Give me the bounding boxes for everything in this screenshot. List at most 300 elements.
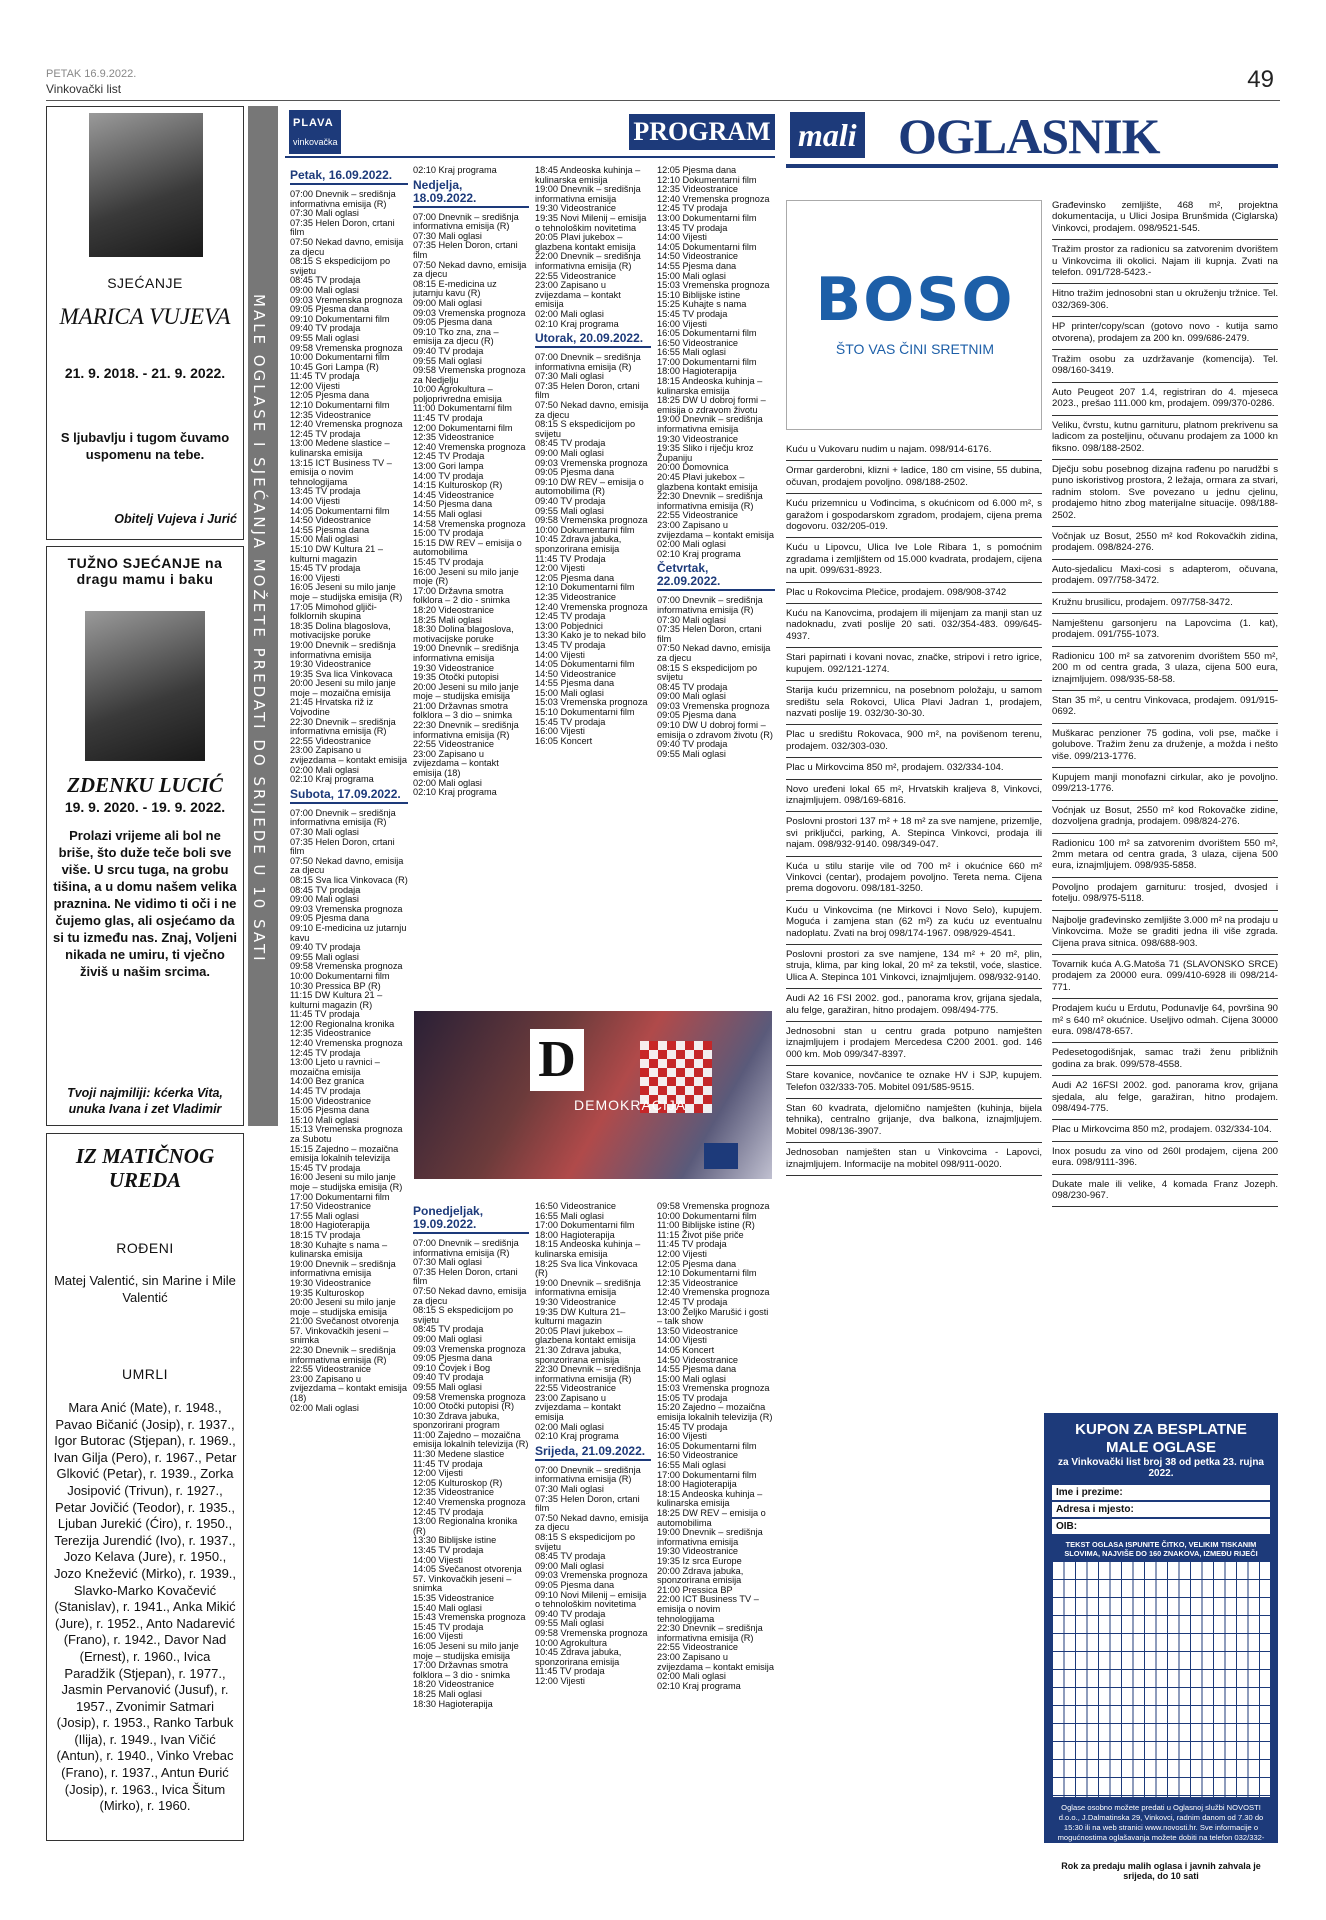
tv-program-item: 20:05 Plavi jukebox – glazbena kontakt emisija [535, 1325, 636, 1346]
classified-ad: Stare kovanice, novčanice te oznake HV i SJP, kupujem. Telefon 032/333-705. Mobitel 091/585-9515. [786, 1066, 1042, 1099]
tv-program-item: 13:00 Pobjednici [535, 620, 603, 631]
tv-program-item: 16:50 Videostranice [657, 337, 739, 348]
tv-program-item: 09:05 Pjesma dana [290, 913, 370, 924]
tv-program-item: 12:40 Vremenska prognoza [290, 419, 403, 430]
tv-program-item: 09:10 DW REV – emisija o automobilima (R) [535, 476, 644, 497]
classified-ad: Stan 60 kvadrata, djelomično namješten (kuhinja, bijela tehnika), centralno grijanje, dva balkona, iznajmljujem. Mobitel 098/136-3907. [786, 1099, 1042, 1143]
tv-program-item: 12:00 Vijesti [657, 1248, 707, 1259]
classified-ad: Novo uređeni lokal 65 m², Hrvatskih kraljeva 8, Vinkovci, iznajmljujem. 098/169-6816. [786, 780, 1042, 813]
tv-program-item: 17:00 Državna smotra folklora – 2 dio - snimka [413, 585, 511, 606]
tv-program-item: 14:55 Pjesma dana [290, 524, 370, 535]
classifieds-right-column [1052, 196, 1278, 1207]
classified-ad: HP printer/copy/scan (gotovo novo - kutija samo otvorena), prodajem za 200 kn. 099/686-2479. [1052, 317, 1278, 350]
obituary-name: MARICA VUJEVA [59, 304, 231, 329]
tv-program-item: 07:35 Helen Doron, crtani film [413, 240, 518, 260]
tv-program-item: 18:30 Dolina blagoslova, motivacijske poruke [413, 624, 514, 644]
coupon-address-field[interactable]: Adresa i mjesto: [1052, 1502, 1270, 1517]
tv-program-item: 08:45 TV prodaja [535, 438, 606, 449]
tv-program-item: 11:30 Medene slastice [413, 1449, 505, 1460]
tv-program-item: 12:05 Pjesma dana [290, 390, 370, 401]
classified-ad: Jednosobni stan u centru grada potpuno namješten iznajmljujem i prodajem Mercedesa C200 2001. god. 146 000 km. Mob 099/347-8397. [786, 1022, 1042, 1066]
tv-program-item: 10:45 Zdrava jabuka, sponzorirana emisija [535, 1647, 622, 1667]
tv-program-item: 12:10 Dokumentarni film [290, 400, 390, 411]
tv-program-item: 10:00 Dokumentarni film [535, 524, 635, 535]
tv-program-item: 15:45 TV prodaja [535, 716, 606, 727]
tv-program-item: 14:55 Pjesma dana [535, 678, 615, 689]
classified-ad: Voćnjak uz Bosut, 2550 m² kod Rokovačke zidine, dozvoljena gradnja, prodajem. 098/824-276. [1052, 801, 1278, 834]
tv-program-item: 07:30 Mali oglasi [413, 1257, 482, 1268]
tv-program-item: 18:30 Kuhajte s nama – kulinarska emisija [290, 1239, 388, 1260]
tv-program-item: 07:00 Dnevnik – središnja informativna emisija (R) [535, 1464, 641, 1485]
tv-program-item: 14:55 Mali oglasi [413, 509, 482, 519]
tv-program-item: 21:00 Državnas smotra folklora – 3 dio – snimka [413, 700, 513, 721]
classifieds-title-big: OGLASNIK [898, 108, 1160, 164]
tv-program-item: 13:30 Kako je to nekad bilo [535, 630, 646, 641]
tv-program-item: 11:45 TV prodaja [413, 1458, 483, 1469]
tv-program-item: 09:00 Mali oglasi [535, 1560, 604, 1571]
tv-program-item: 07:35 Helen Doron, crtani film [413, 1266, 518, 1287]
tv-program-item: 22:55 Videostranice [535, 270, 617, 281]
tv-show-image [414, 1011, 772, 1179]
tv-program-item: 15:45 TV prodaja [657, 308, 728, 319]
tv-program-item: 19:00 Dnevnik – središnja informativna emisija [290, 1258, 396, 1279]
plava-logo [289, 110, 341, 154]
tv-program-item: 10:45 Gori Lampa (R) [290, 361, 379, 372]
tv-program-item: 09:10 Novi Milenij – emisija o tehnološkim novitetima [535, 1589, 647, 1610]
tv-program-item: 09:05 Pjesma dana [413, 317, 493, 328]
classified-ad: Auto Peugeot 207 1.4, registriran do 4. mjeseca 2023., prešao 111.000 km, prodajem. 099/370-0286. [1052, 383, 1278, 416]
tv-program-item: 02:10 Kraj programa [535, 318, 619, 329]
tv-program-item: 15:03 Vremenska prognoza [657, 280, 770, 291]
classified-ad: Građevinsko zemljište, 468 m², projektna dokumentacija, u Ulici Josipa Brunšmida (Ciglarska) Vinkovci, prodajem. 098/9521-545. [1052, 196, 1278, 240]
tv-program-item: 12:45 TV prodaja [290, 428, 361, 439]
tv-day-heading: Ponedjeljak, 19.09.2022. [413, 1205, 529, 1234]
tv-program-item: 02:10 Kraj programa [535, 1431, 619, 1442]
tv-program-item: 22:00 Dnevnik – središnja informativna emisija (R) [535, 251, 641, 271]
tv-program-item: 12:45 TV Prodaja [413, 451, 485, 462]
tv-program-item: 15:43 Vremenska prognoza [413, 1612, 526, 1623]
tv-program-item: 14:05 Dokumentarni film [657, 241, 757, 252]
tv-program-item: 13:00 Željko Marušić i gosti – talk show [657, 1306, 769, 1327]
tv-program-item: 15:00 Mali oglasi [657, 270, 726, 281]
tv-program-item: 13:15 ICT Business TV – emisija o novim tehnologijama [290, 457, 392, 487]
tv-program-item: 15:15 DW REV – emisija o automobilima [413, 537, 522, 558]
tv-program-item: 09:00 Mali oglasi [657, 691, 726, 702]
tv-program-item: 09:58 Vremenska prognoza za Nedjelju [413, 365, 526, 385]
tv-program-item: 13:00 Gori lampa [413, 461, 484, 472]
tv-program-item: 10:00 Dokumentarni film [290, 352, 390, 363]
tv-program-item: 09:10 Dokumentarni film [290, 313, 390, 324]
tv-program-item: 09:05 Pjesma dana [535, 1579, 615, 1590]
tv-program-item: 18:15 Andeoska kuhinja – kulinarska emisija [657, 1488, 763, 1509]
tv-program-item: 02:00 Mali oglasi [535, 1421, 604, 1432]
died-label: UMRLI [121, 1366, 169, 1382]
tv-program-item: 19:30 Videostranice [657, 1546, 739, 1557]
boso-slogan: ŠTO VAS ČINI SRETNIM [835, 341, 995, 357]
tv-program-item: 18:00 Hagioterapija [290, 1220, 370, 1231]
tv-program-item: 09:05 Pjesma dana [535, 467, 615, 478]
tv-program-item: 08:45 TV prodaja [290, 275, 361, 286]
tv-program-item: 17:50 Videostranice [290, 1201, 372, 1212]
tv-program-item: 18:15 TV prodaja [290, 1229, 361, 1240]
tv-program-item: 02:00 Mali oglasi [290, 764, 359, 775]
coupon-name-field[interactable]: Ime i prezime: [1052, 1485, 1270, 1500]
tv-program-item: 02:00 Mali oglasi [535, 308, 604, 319]
tv-program-item: 14:00 Vijesti [290, 496, 340, 506]
tv-program-item: 07:50 Nekad davno, emisija za djecu [413, 259, 527, 280]
tv-program-item: 02:10 Kraj programa [657, 548, 741, 559]
coupon-oib-field[interactable]: OIB: [1052, 1519, 1270, 1534]
tv-program-item: 09:03 Vremenska prognoza [413, 1343, 526, 1354]
tv-program-item: 17:00 Dokumentarni film [290, 1191, 390, 1202]
tv-program-item: 16:55 Mali oglasi [657, 1460, 726, 1471]
tv-program-item: 07:00 Dnevnik – središnja informativna emisija (R) [413, 1238, 519, 1258]
tv-program-item: 22:30 Dnevnik – središnja informativna emisija (R) [290, 716, 396, 737]
obituary-label: TUŽNO SJEĆANJE na dragu mamu i baku [67, 555, 223, 587]
tv-program-item: 12:10 Dokumentarni film [657, 1268, 757, 1279]
tv-program-item: 09:03 Vremenska prognoza [657, 700, 770, 711]
tv-program-item: 18:20 Videostranice [413, 604, 495, 615]
tv-program-item: 12:35 Videostranice [290, 1028, 372, 1039]
tv-program-item: 10:30 Zdrava jabuka, sponzorirani program [413, 1410, 500, 1431]
tv-program-item: 14:55 Pjesma dana [657, 260, 737, 271]
portrait-photo [89, 113, 203, 257]
tv-program-item: 15:45 TV prodaja [290, 1162, 361, 1173]
tv-program-item: 14:45 TV prodaja [290, 1086, 361, 1097]
tv-program-item: 15:45 TV prodaja [413, 1621, 484, 1632]
tv-program-item: 15:10 Biblijske istine [657, 289, 741, 300]
tv-program-item: 15:45 TV prodaja [290, 563, 361, 574]
tv-program-item: 17:05 Mimohod gljiči-folklornih skupina [290, 601, 377, 622]
tv-program-item: 18:00 Hagioterapija [535, 1229, 615, 1240]
deadline-banner-text: MALE OGLASE I SJEĆANJA MOŽETE PREDATI DO SRIJEDE U 10 SATI [250, 294, 268, 964]
tv-program-item: 09:00 Mali oglasi [413, 297, 482, 308]
died-list: Mara Anić (Mate), r. 1948., Pavao Bičanić (Josip), r. 1937., Igor Butorac (Stjepan), r. 1969., Ivan Gilja (Pero), r. 1967., Petar Glković (Petar), r. 1939., Zorka Josipović (Trivun), r. 1927., Petar Jovičić (Teodor), r. 1935., Ljuban Jurekić (Ćiro), r. 1950., Terezija Jurendić (Ivo), r. 1937., Jozo Kelava (Jure), r. 1950., Jozo Knežević (Mirko), r. 1939., Slavko-Marko Kovačević (Stanislav), r. 1941., Anka Mikić (Jure), r. 1952., Anto Nadarević (Frano), r. 1942., Davor Nad (Ernest), r. 1960., Ivica Paradžik (Stjepan), r. 1977., Jasmin Pervanović (Jusuf), r. 1957., Zvonimir Satmari (Josip), r. 1953., Ranko Tarbuk (Ilija), r. 1949., Ivan Vičić (Antun), r. 1940., Vinko Vrebac (Frano), r. 1937., Antun Đurić (Josip), r. 1963., Ivica Šitum (Mirko), r. 1960. [53, 1400, 237, 1814]
classified-ad: Namještenu garsonjeru na Lapovcima (1. kat), prodajem. 091/755-1073. [1052, 614, 1278, 647]
tv-program-item: 23:00 Zapisano u zvijezdama – kontakt emisija [657, 519, 774, 540]
classified-ad: Kuću u Vinkovcima (ne Mirkovci i Novo Selo), kupujem. Moguća i zamjena stan (62 m²) za kuću uz eventualnu nadoplatu. Zvati na broj 098/174-1967. 098/929-4541. [786, 901, 1042, 945]
tv-program-item: 18:25 Mali oglasi [413, 614, 482, 625]
tv-program-item: 20:00 Jeseni su milo janje moje – studijska emisija [290, 1297, 396, 1317]
tv-program-item: 15:45 TV prodaja [413, 556, 484, 567]
classified-ad: Kružnu brusilicu, prodajem. 097/758-3472. [1052, 593, 1278, 614]
classified-ad: Stan 35 m², u centru Vinkovaca, prodajem. 091/915-0692. [1052, 691, 1278, 724]
tv-program-item: 21:00 Svečanost otvorenja 57. Vinkovačkih jeseni – snimka [290, 1316, 399, 1346]
tv-program-item: 12:05 Kulturoskop (R) [413, 1477, 503, 1488]
tv-program-item: 15:03 Vremenska prognoza [657, 1383, 770, 1394]
tv-program-item: 16:50 Videostranice [657, 1450, 739, 1461]
tv-program-item: 09:40 TV prodaja [535, 496, 606, 506]
tv-program-item: 09:40 TV prodaja [413, 1372, 484, 1383]
tv-program-item: 22:30 Dnevnik – središnja informativna emisija (R) [413, 720, 519, 740]
tv-program-item: 07:30 Mali oglasi [290, 827, 359, 837]
tv-program-item: 19:00 Dnevnik – središnja informativna emisija [413, 643, 519, 663]
classified-ad: Plac u središtu Rokovaca, 900 m², na povišenom terenu, prodajem. 032/303-030. [786, 725, 1042, 758]
tv-program-item: 09:55 Mali oglasi [657, 748, 726, 759]
tv-program-item: 08:45 TV prodaja [413, 1324, 484, 1335]
tv-program-item: 12:45 TV prodaja [657, 1296, 728, 1307]
tv-program-item: 22:30 Dnevnik – središnja informativna emisija (R) [657, 1623, 763, 1643]
classifieds-left-column [786, 440, 1042, 1176]
tv-program-item: 09:58 Vremenska prognoza [535, 515, 648, 526]
tv-program-item: 09:10 Čovjek i Bog [413, 1362, 491, 1373]
tv-program-item: 11:45 TV prodaja [657, 1239, 727, 1250]
classified-ad: Prodajem kuću u Erdutu, Podunavlje 64, površina 90 m² s 640 m² okućnice. Useljivo odmah. Cijena 30000 eura. 098/478-657. [1052, 999, 1278, 1043]
tv-program-item: 16:00 Jeseni su milo janje moje (R) [413, 566, 519, 587]
coupon-text-grid[interactable] [1052, 1561, 1270, 1797]
tv-program-item: 09:40 TV prodaja [657, 739, 728, 750]
classified-ad: Najbolje građevinsko zemljište 3.000 m² na prodaju u Vinkovcima. Može se graditi jedna ili više zgrada. Cijena prava sitnica. 098/688-903. [1052, 911, 1278, 955]
tv-program-item: 14:50 Videostranice [657, 1354, 739, 1365]
tv-program-item: 09:55 Mali oglasi [413, 355, 482, 366]
tv-program-item: 07:50 Nekad davno, emisija za djecu [535, 400, 649, 420]
tv-program-item: 21:00 Pressica BP [657, 1584, 733, 1595]
tv-program-item: 15:20 Zajedno – mozaična emisija lokalnih televizija (R) [657, 1402, 773, 1423]
born-list: Matej Valentić, sin Marine i Mile Valentić [54, 1273, 236, 1305]
tv-program-item: 15:05 TV prodaja [657, 1392, 728, 1403]
tv-program-item: 18:30 Hagioterapija [413, 1698, 493, 1709]
tv-program-item: 09:55 Mali oglasi [413, 1381, 482, 1392]
tv-program-item: 12:05 Pjesma dana [535, 572, 615, 583]
tv-day-heading: Nedjelja, 18.09.2022. [413, 179, 529, 208]
tv-program-item: 15:40 Mali oglasi [413, 1602, 482, 1613]
tv-program-item: 12:05 Pjesma dana [657, 1258, 737, 1269]
tv-program-item: 09:03 Vremenska prognoza [535, 457, 648, 468]
tv-program-item: 14:00 Vijesti [535, 649, 585, 660]
tv-program-item: 09:55 Mali oglasi [535, 505, 604, 516]
tv-program-item: 12:35 Videostranice [535, 591, 617, 602]
tv-program-item: 14:05 Koncert [657, 1344, 715, 1355]
tv-program-item: 12:35 Videostranice [413, 1487, 495, 1498]
tv-program-item: 22:30 Dnevnik – središnja informativna emisija (R) [535, 1364, 641, 1384]
show-logo-letter: D [530, 1029, 584, 1091]
tv-program-item: 18:25 Mali oglasi [413, 1688, 482, 1699]
tv-program-item: 15:03 Vremenska prognoza [535, 697, 648, 708]
tv-program-item: 19:00 Dnevnik – središnja informativna emisija [290, 639, 396, 660]
tv-program-item: 20:00 Jeseni su milo janje moje – mozaična emisija [290, 678, 396, 698]
tv-program-item: 19:30 Videostranice [657, 433, 739, 444]
free-ad-coupon [1044, 1413, 1278, 1881]
tv-program-item: 20:00 Domovnica [657, 462, 729, 473]
tv-program-item: 13:45 TV prodaja [413, 1545, 484, 1555]
classified-ad: Plac u Rokovcima Plečice, prodajem. 098/908-3742 [786, 583, 1042, 604]
classified-ad: Poslovni prostori za sve namjene, 134 m² + 20 m², plin, struja, klima, par king lokal, 20 m² za tekstil, voće, slastice. Ulica A. Stepinca 101 Vinkovci, iznajmljujem. 098/932-9140. [786, 945, 1042, 989]
born-label: ROĐENI [116, 1240, 174, 1256]
tv-program-header [285, 106, 775, 158]
tv-program-item: 12:00 Regionalna kronika [290, 1018, 395, 1029]
tv-program-item: 14:00 Vijesti [657, 232, 707, 243]
tv-program-item: 12:10 Dokumentarni film [657, 174, 757, 185]
classified-ad: Inox posudu za vino od 260l prodajem, cijena 200 eura. 098/9111-396. [1052, 1142, 1278, 1175]
tv-program-item: 18:15 Andeoska kuhinja – kulinarska emisija [535, 1239, 641, 1259]
tv-program-item: 19:35 Sliko i riječju kroz Županiju [657, 443, 754, 463]
tv-program-item: 23:00 Zapisano u zvijezdama – kontakt emisija [290, 745, 407, 766]
tv-program-item: 16:05 Jeseni su milo janje moje – studijska emisija (R) [290, 582, 403, 602]
tv-program-item: 09:10 E-medicina uz jutarnju kavu [290, 922, 407, 943]
plava-logo-top: PLAVA [293, 117, 334, 129]
obituary-text: S ljubavlju i tugom čuvamo uspomenu na tebe. [60, 430, 230, 462]
tv-program-item: 07:30 Mali oglasi [290, 208, 359, 219]
classified-ad: Veliku, čvrstu, kutnu garnituru, platnom prekrivenu sa ladicom za posteljinu, očuvanu prodajem za 1000 kn fiksno. 098/188-2502. [1052, 416, 1278, 460]
classified-ad: Vočnjak uz Bosut, 2550 m² kod Rokovačkih zidina, prodajem. 098/824-276. [1052, 527, 1278, 560]
tv-program-item: 16:00 Vijesti [535, 726, 585, 737]
tv-program-item: 07:30 Mali oglasi [413, 230, 482, 241]
tv-program-item: 10:45 Zdrava jabuka, sponzorirana emisija [535, 534, 622, 554]
tv-program-item: 09:58 Vremenska prognoza [413, 1391, 526, 1402]
classified-ad: Pedesetogodišnjak, samac traži ženu približnih godina za brak. 099/578-4558. [1052, 1043, 1278, 1076]
tv-program-item: 12:35 Videostranice [290, 409, 372, 420]
tv-program-item: 10:30 Pressica BP (R) [290, 980, 381, 991]
tv-program-item: 09:00 Mali oglasi [290, 894, 359, 905]
tv-program-item: 07:35 Helen Doron, crtani film [535, 1493, 640, 1514]
tv-column [657, 166, 775, 1004]
tv-program-item: 09:05 Pjesma dana [413, 1353, 493, 1364]
tv-program-item: 11:45 TV Prodaja [535, 553, 606, 564]
tv-program-item: 02:10 Kraj programa [657, 1680, 741, 1691]
tv-program-item: 07:00 Dnevnik – središnja informativna emisija (R) [535, 352, 641, 372]
classified-ad: Povoljno prodajem garnituru: trosjed, dvosjed i fotelju. 098/975-5118. [1052, 878, 1278, 911]
classified-ad: Kuću prizemnicu u Vođincima, s okućnicom od 6.000 m², s garažom i gospodarskom zgradom, prodajem, cijena prema dogovoru. 032/205-019. [786, 494, 1042, 538]
registry-office [46, 1133, 244, 1841]
tv-program-item: 07:00 Dnevnik – središnja informativna emisija (R) [413, 211, 519, 232]
tv-day-heading: Utorak, 20.09.2022. [535, 332, 651, 348]
tv-program-item: 11:45 TV prodaja [535, 1666, 605, 1677]
tv-program-item: 09:40 TV prodaja [413, 345, 484, 356]
tv-program-item: 15:00 Videostranice [290, 1095, 372, 1106]
tv-program-item: 21:30 Zdrava jabuka, sponzorirana emisija [535, 1344, 622, 1365]
tv-program-item: 07:00 Dnevnik – središnja informativna emisija (R) [657, 595, 763, 615]
tv-program-item: 22:55 Videostranice [657, 1642, 739, 1653]
tv-program-item: 12:00 Vijesti [535, 1675, 585, 1686]
tv-program-item: 22:30 Dnevnik – središnja informativna emisija (R) [290, 1345, 396, 1365]
tv-program-item: 09:58 Vremenska prognoza [657, 1202, 770, 1211]
classified-ad: Stari papirnati i kovani novac, značke, stripovi i retro igrice, kupujem. 092/121-1274. [786, 648, 1042, 681]
coupon-instruction: TEKST OGLASA ISPUNITE ČITKO, VELIKIM TISKANIM SLOVIMA, NAJVIŠE DO 160 ZNAKOVA, IZMEĐU RIJEČI [1064, 1540, 1258, 1558]
tv-program-item: 07:00 Dnevnik – središnja informativna emisija (R) [290, 189, 396, 209]
classified-ad: Audi A2 16FSI 2002. god. panorama krov, grijana sjedala, alu felge, garažiran, hitno prodajem. 098/494-775. [1052, 1076, 1278, 1120]
tv-program-item: 02:10 Kraj programa [290, 774, 374, 785]
tv-program-item: 15:35 Videostranice [413, 1592, 495, 1603]
tv-program-item: 08:15 S ekspedicijom po svijetu [290, 256, 391, 276]
tv-program-item: 12:40 Vremenska prognoza [535, 601, 648, 612]
tv-program-item: 23:00 Zapisano u zvijezdama – kontakt emisija [535, 1392, 621, 1423]
tv-program-item: 10:00 Otočki putopisi (R) [413, 1401, 515, 1412]
classified-ad: Tražim prostor za radionicu sa zatvorenim dvorištem u Vinkovcima ili okolici. Najam ili kupnja. Zvati na telefon. 091/728-5423.- [1052, 240, 1278, 284]
tv-program-item: 18:25 Sva lica Vinkovaca (R) [535, 1258, 638, 1279]
tv-program-item: 09:55 Mali oglasi [290, 951, 359, 962]
tv-program-item: 08:15 S ekspedicijom po svijetu [413, 1305, 514, 1325]
tv-program-item: 10:00 Dokumentarni film [657, 1210, 757, 1221]
tv-program-item: 20:00 Jeseni su milo janje moje – studijska emisija [413, 681, 519, 702]
tv-program-item: 10:00 Dokumentarni film [290, 970, 390, 981]
tv-program-item: 12:45 TV prodaja [535, 611, 606, 622]
obituary-dates: 19. 9. 2020. - 19. 9. 2022. [64, 799, 226, 815]
classified-ad: Poslovni prostori 137 m² + 18 m² za sve namjene, prizemlje, svi priključci, parking, A. Stepinca Vinkovci, prodaja ili najam. 098/932-9140. 098/349-047. [786, 812, 1042, 856]
issue-date: PETAK 16.9.2022. [46, 68, 137, 80]
tv-program-item: 09:00 Mali oglasi [413, 1333, 482, 1344]
tv-program-item: 09:05 Pjesma dana [657, 710, 737, 721]
tv-program-item: 16:05 Koncert [535, 735, 593, 746]
tv-program-item: 13:45 TV prodaja [290, 486, 361, 497]
obituary-dates: 21. 9. 2018. - 21. 9. 2022. [64, 365, 226, 381]
obituary-lucic [46, 546, 244, 1126]
classified-ad: Audi A2 16 FSI 2002. god., panorama krov, grijana sjedala, alu felge, garažiran, hitno prodajem. 098/494-775. [786, 989, 1042, 1022]
tv-program-item: 22:30 Dnevnik – središnja informativna emisija (R) [657, 491, 763, 511]
tv-program-item: 19:00 Dnevnik – središnja informativna emisija [657, 414, 763, 435]
boso-advert [786, 200, 1042, 430]
classified-ad: Dukate male ili velike, 4 komada Franz Jozeph. 098/230-967. [1052, 1175, 1278, 1208]
tv-program-item: 12:40 Vremenska prognoza [413, 1497, 526, 1508]
tv-program-item: 13:00 Dokumentarni film [657, 212, 757, 223]
tv-program-item: 11:45 TV prodaja [290, 371, 360, 382]
show-title: DEMOKRACIJA [574, 1097, 687, 1113]
tv-program-item: 14:50 Videostranice [535, 668, 617, 679]
classified-ad: Ormar garderobni, klizni + ladice, 180 cm visine, 55 dubina, očuvan, prodajem povoljno. 098/188-2502. [786, 461, 1042, 494]
tv-program-item: 16:00 Vijesti [290, 572, 340, 583]
tv-program-item: 19:35 Otočki putopisi [413, 672, 499, 683]
tv-program-item: 09:58 Vremenska prognoza [535, 1627, 648, 1638]
tv-program-item: 15:00 TV prodaja [413, 528, 484, 539]
tv-program-item: 07:30 Mali oglasi [657, 614, 726, 625]
page-number: 49 [1247, 66, 1274, 93]
tv-program-item: 19:00 Dnevnik – središnja informativna emisija [535, 184, 641, 204]
tv-program-item: 11:00 Dokumentarni film [413, 403, 512, 414]
tv-program-item: 18:20 Videostranice [413, 1679, 495, 1690]
obituary-label: SJEĆANJE [107, 275, 183, 291]
tv-program-item: 15:10 Dokumentarni film [535, 707, 635, 718]
tv-program-item: 16:50 Videostranice [535, 1202, 617, 1211]
obituary-vujeva [46, 106, 244, 540]
tv-program-item: 02:00 Mali oglasi [413, 777, 482, 788]
classified-ad: Kupujem manji monofazni cirkular, ako je povoljno. 099/213-1776. [1052, 768, 1278, 801]
tv-program-item: 07:00 Dnevnik – središnja informativna emisija (R) [290, 807, 396, 828]
tv-program-item: 12:40 Vremenska prognoza [657, 1287, 770, 1298]
tv-column [413, 166, 529, 1004]
plava-logo-bottom: vinkovačka [293, 137, 338, 147]
tv-program-item: 07:35 Helen Doron, crtani film [290, 217, 395, 238]
classified-ad: Starija kuću prizemnicu, na posebnom položaju, u samom središtu sela Rokovci, Ulica Plavi Jadran 1, prodajem, nazvati poslije 19. 032/30-30-30. [786, 681, 1042, 725]
tv-program-item: 15:15 Zajedno – mozaična emisija lokalnih televizija [290, 1143, 399, 1164]
tv-program-item: 19:30 Videostranice [413, 662, 495, 673]
tv-program-item: 19:35 Kulturoskop [290, 1287, 365, 1298]
tv-program-item: 16:00 Vijesti [657, 1431, 707, 1442]
tv-program-item: 09:55 Mali oglasi [290, 332, 359, 343]
tv-column [535, 1202, 651, 1842]
tv-program-item: 12:45 TV prodaja [657, 203, 728, 214]
tv-column [535, 166, 651, 1004]
tv-program-item: 17:00 Dokumentarni film [657, 1469, 757, 1480]
tv-program-item: 19:35 Novi Milenij – emisija o tehnološkim novitetima [535, 212, 647, 233]
tv-program-item: 12:35 Videostranice [657, 184, 739, 195]
tv-program-item: 09:03 Vremenska prognoza [290, 294, 403, 305]
tv-program-item: 09:03 Vremenska prognoza [413, 307, 526, 318]
classified-ad: Auto-sjedalicu Maxi-cosi s adapterom, očuvana, prodajem. 097/758-3472. [1052, 560, 1278, 593]
tv-program-item: 07:35 Helen Doron, crtani film [535, 380, 640, 401]
tv-program-item: 16:05 Dokumentarni film [657, 1440, 757, 1451]
tv-program-item: 22:00 ICT Business TV – emisija o novim tehnologijama [657, 1594, 759, 1624]
tv-program-item: 14:00 Bez granica [290, 1076, 365, 1087]
classified-ad: Muškarac penzioner 75 godina, voli pse, mačke i golubove. Tražim ženu za druženje, a možda i nešto više. 099/213-1776. [1052, 724, 1278, 768]
classified-ad: Tovarnik kuća A.G.Matoša 71 (SLAVONSKO SRCE) prodajem za 20000 eura. 099/410-6928 ili 098/214-771. [1052, 955, 1278, 999]
tv-program-item: 22:55 Videostranice [657, 510, 739, 521]
registry-title: IZ MATIČNOG UREDA [75, 1144, 215, 1192]
tv-program-item: 16:05 Jeseni su milo janje moje – studijska emisija [413, 1640, 519, 1661]
tv-program-item: 08:45 TV prodaja [535, 1551, 606, 1562]
tv-program-item: 11:15 Život piše priče [657, 1229, 744, 1240]
tv-program-item: 07:50 Nekad davno, emisija za djecu [413, 1285, 527, 1306]
tv-program-item: 09:03 Vremenska prognoza [290, 903, 403, 914]
tv-program-item: 10:00 Agrokultura [535, 1637, 608, 1648]
